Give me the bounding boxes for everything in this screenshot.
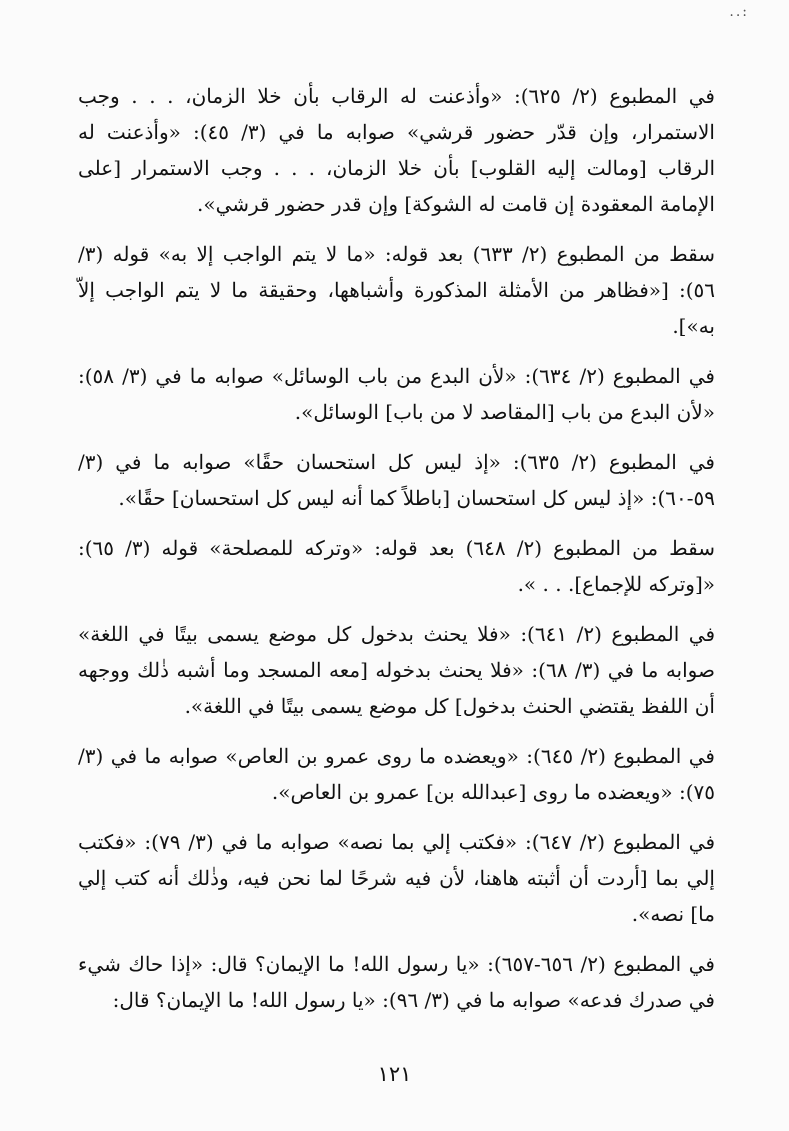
paragraph-9: في المطبوع (٢/ ٦٥٦-٦٥٧): «يا رسول الله! ما الإيمان؟ قال: «إذا حاك شيء في صدرك فدعه» صوابه ما في (٣/ ٩٦): «يا رسول الله! ما الإيمان؟ قال: [78, 952, 715, 1012]
corner-mark: ..: [729, 4, 749, 20]
paragraph-2: سقط من المطبوع (٢/ ٦٣٣) بعد قوله: «ما لا يتم الواجب إلا به» قوله (٣/ ٥٦): [«فظاهر من الأمثلة المذكورة وأشباهها، وحقيقة ما لا يتم الواجب إلاّ به»]. [78, 242, 715, 338]
paragraph-5: سقط من المطبوع (٢/ ٦٤٨) بعد قوله: «وتركه للمصلحة» قوله (٣/ ٦٥): «[وتركه للإجماع]. . . ». [78, 536, 715, 596]
paragraph-8: في المطبوع (٢/ ٦٤٧): «فكتب إلي بما نصه» صوابه ما في (٣/ ٧٩): «فكتب إلي بما [أردت أن أثبته هاهنا، لأن فيه شرحًا لما نحن فيه، وذٰلك أنه كتب إلي ما] نصه». [78, 830, 716, 926]
paragraph-6: في المطبوع (٢/ ٦٤١): «فلا يحنث بدخول كل موضع يسمى بيتًا في اللغة» صوابه ما في (٣/ ٦٨): «فلا يحنث بدخوله [معه المسجد وما أشبه ذٰلك ووجهه أن اللفظ يقتضي الحنث بدخول] كل موضع يسمى بيتًا في اللغة». [78, 622, 716, 718]
paragraph-1: في المطبوع (٢/ ٦٢٥): «وأذعنت له الرقاب بأن خلا الزمان، . . . وجب الاستمرار، وإن قدّر حضور قرشي» صوابه ما في (٣/ ٤٥): «وأذعنت له الرقاب [ومالت إليه القلوب] بأن خلا الزمان، . . . وجب الاستمرار [على الإمامة المعقودة إن قامت له الشوكة] وإن قدر حضور قرشي». [78, 84, 715, 216]
paragraph-4: في المطبوع (٢/ ٦٣٥): «إذ ليس كل استحسان حقًا» صوابه ما في (٣/ ٥٩-٦٠): «إذ ليس كل استحسان [باطلاً كما أنه ليس كل استحسان] حقًا». [78, 450, 715, 510]
paragraph-3: في المطبوع (٢/ ٦٣٤): «لأن البدع من باب الوسائل» صوابه ما في (٣/ ٥٨): «لأن البدع من باب [المقاصد لا من باب] الوسائل». [78, 364, 715, 424]
paragraph-7: في المطبوع (٢/ ٦٤٥): «ويعضده ما روى عمرو بن العاص» صوابه ما في (٣/ ٧٥): «ويعضده ما روى [عبدالله بن] عمرو بن العاص». [78, 744, 715, 804]
page-number: ١٢١ [377, 1062, 412, 1086]
page-body [78, 78, 715, 1032]
